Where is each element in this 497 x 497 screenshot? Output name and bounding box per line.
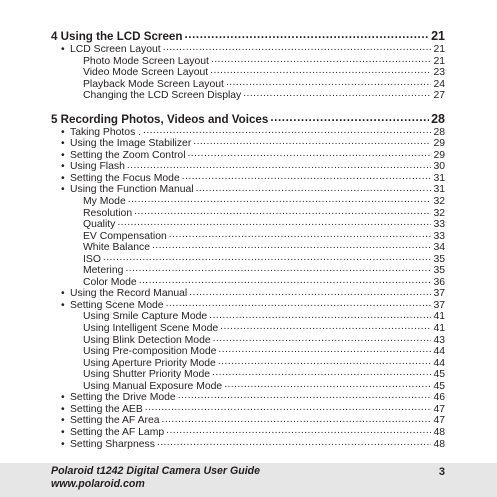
bullet-icon: • <box>61 392 65 404</box>
toc-entry-title <box>83 79 224 91</box>
toc-entry-title <box>83 381 222 393</box>
toc-page-number: 21 <box>431 29 445 43</box>
toc-entry-title <box>83 196 126 208</box>
toc-page-number: 32 <box>433 207 445 219</box>
toc-entry[interactable] <box>51 369 445 381</box>
bullet-icon: • <box>61 126 65 138</box>
toc-entry-title <box>61 404 143 416</box>
toc-entry[interactable] <box>51 404 445 416</box>
footer-url: www.polaroid.com <box>51 478 145 490</box>
toc-entry[interactable] <box>51 415 445 427</box>
toc-entry-title <box>83 231 167 243</box>
toc-page-number: 24 <box>433 78 445 90</box>
dot-leader <box>157 439 432 451</box>
dot-leader <box>213 335 432 347</box>
toc-page-number: 28 <box>433 126 445 138</box>
dot-leader <box>210 67 431 79</box>
toc-entry-title <box>83 335 211 347</box>
toc-page-number: 31 <box>433 184 445 196</box>
toc-entry[interactable] <box>51 242 445 254</box>
toc-page-number: 44 <box>433 346 445 358</box>
toc-entry-title <box>61 150 186 162</box>
toc-page-number: 21 <box>433 55 445 67</box>
toc-page-number: 29 <box>433 149 445 161</box>
dot-leader <box>125 265 431 277</box>
toc-entry-title <box>83 265 123 277</box>
bullet-icon: • <box>61 172 65 184</box>
toc-entry-text: Taking Photos . <box>70 126 142 138</box>
toc-entry-text: Setting the AF Lamp <box>70 426 165 438</box>
dot-leader <box>152 242 431 254</box>
toc-entry-text: Setting the Drive Mode <box>70 392 176 404</box>
dot-leader <box>224 381 431 393</box>
toc-entry-text: Using Blink Detection Mode <box>83 334 211 346</box>
toc-entry-text: Using the Function Manual <box>70 184 194 196</box>
toc-entry-title <box>61 288 187 300</box>
toc-entry-text: Setting Sharpness <box>70 438 155 450</box>
dot-leader <box>169 231 432 243</box>
toc-entry-title <box>83 323 218 335</box>
toc-entry[interactable] <box>51 277 445 289</box>
dot-leader <box>220 323 431 335</box>
toc-entry[interactable] <box>51 265 445 277</box>
dot-leader <box>189 288 431 300</box>
bullet-icon: • <box>61 438 65 450</box>
toc-entry-title <box>61 44 161 56</box>
dot-leader <box>128 196 432 208</box>
toc-page-number: 36 <box>433 276 445 288</box>
toc-entry[interactable] <box>51 56 445 68</box>
toc-page-number: 34 <box>433 242 445 254</box>
toc-entry-text: Setting the Focus Mode <box>70 172 180 184</box>
toc-entry[interactable] <box>51 358 445 370</box>
toc-chapter-entry[interactable] <box>51 29 445 44</box>
toc-entry-title <box>83 242 150 254</box>
toc-page-number: 41 <box>433 311 445 323</box>
toc-entry-title <box>83 90 241 102</box>
toc-entry-title <box>61 138 191 150</box>
toc-entry[interactable] <box>51 150 445 162</box>
toc-entry-text: Using Smile Capture Mode <box>83 311 208 323</box>
toc-entry[interactable] <box>51 208 445 220</box>
footer-guide-title: Polaroid t1242 Digital Camera User Guide <box>51 465 261 477</box>
toc-entry[interactable] <box>51 288 445 300</box>
toc-entry[interactable] <box>51 381 445 393</box>
dot-leader <box>243 90 431 102</box>
toc-entry[interactable] <box>51 173 445 185</box>
dot-leader <box>188 150 432 162</box>
table-of-contents <box>51 29 445 450</box>
toc-entry-text: Setting the Zoom Control <box>70 149 186 161</box>
toc-entry-text: Quality <box>83 219 116 231</box>
toc-page-number: 47 <box>433 403 445 415</box>
toc-entry-title <box>61 161 125 173</box>
toc-page-number: 29 <box>433 138 445 150</box>
toc-gap <box>51 102 445 112</box>
toc-page-number: 30 <box>433 161 445 173</box>
toc-entry-title <box>83 208 132 220</box>
toc-entry-title <box>61 173 180 185</box>
toc-page-number: 27 <box>433 90 445 102</box>
toc-entry-text: Using the Record Manual <box>70 288 188 300</box>
toc-entry[interactable] <box>51 79 445 91</box>
toc-entry-text: EV Compensation <box>83 230 167 242</box>
bullet-icon: • <box>61 184 65 196</box>
toc-entry-text: Using Pre-composition Mode <box>83 346 217 358</box>
toc-entry-text: Metering <box>83 265 124 277</box>
toc-page-number: 35 <box>433 253 445 265</box>
toc-entry-title <box>61 127 141 139</box>
dot-leader <box>143 127 431 139</box>
dot-leader <box>182 173 432 185</box>
bullet-icon: • <box>61 299 65 311</box>
toc-entry-title <box>83 254 101 266</box>
toc-entry-title <box>83 311 207 323</box>
toc-entry-text: LCD Screen Layout <box>70 44 161 55</box>
toc-entry-text: Video Mode Screen Layout <box>83 67 209 79</box>
toc-entry[interactable] <box>51 127 445 139</box>
bullet-icon: • <box>61 426 65 438</box>
toc-entry-title <box>51 29 182 44</box>
toc-page-number: 46 <box>433 392 445 404</box>
dot-leader <box>163 44 432 56</box>
toc-entry[interactable] <box>51 90 445 102</box>
toc-entry-text: 5 Recording Photos, Videos and Voices <box>51 112 269 126</box>
toc-page-number: 45 <box>433 369 445 381</box>
toc-entry[interactable] <box>51 161 445 173</box>
toc-entry-text: Using Flash <box>70 161 125 173</box>
toc-entry-text: Using Intelligent Scene Mode <box>83 323 219 335</box>
toc-page-number: 41 <box>433 323 445 335</box>
toc-entry-title <box>83 358 216 370</box>
toc-page-number: 33 <box>433 230 445 242</box>
toc-entry-text: Setting the AEB <box>70 403 143 415</box>
toc-entry-title <box>51 112 268 127</box>
page-footer <box>0 463 497 497</box>
footer-page-number: 3 <box>438 466 445 478</box>
toc-page-number: 28 <box>431 111 445 126</box>
toc-entry-title <box>83 67 208 79</box>
toc-entry-text: Using Aperture Priority Mode <box>83 357 216 369</box>
toc-entry-title <box>83 56 209 68</box>
bullet-icon: • <box>61 149 65 161</box>
dot-leader <box>162 415 432 427</box>
toc-page-number: 33 <box>433 219 445 231</box>
bullet-icon: • <box>61 415 65 427</box>
toc-entry[interactable] <box>51 392 445 404</box>
toc-entry-title <box>61 184 194 196</box>
dot-leader <box>270 112 429 127</box>
toc-entry-title <box>83 369 210 381</box>
toc-entry[interactable] <box>51 196 445 208</box>
toc-page-number: 31 <box>433 172 445 184</box>
toc-entry-text: Setting the AF Area <box>70 415 160 427</box>
toc-entry-title <box>83 346 216 358</box>
dot-leader <box>218 358 432 370</box>
dot-leader <box>184 29 429 44</box>
toc-chapter-entry[interactable] <box>51 112 445 127</box>
toc-entry-text: Photo Mode Screen Layout <box>83 55 209 67</box>
toc-entry-title <box>61 427 164 439</box>
toc-page-number: 21 <box>433 44 445 55</box>
toc-page-number: 37 <box>433 288 445 300</box>
bullet-icon: • <box>61 403 65 415</box>
toc-entry-text: My Mode <box>83 196 126 208</box>
toc-entry-text: Using Manual Exposure Mode <box>83 380 223 392</box>
toc-entry[interactable] <box>51 231 445 243</box>
bullet-icon: • <box>61 44 65 55</box>
toc-entry-text: White Balance <box>83 242 150 254</box>
dot-leader <box>139 277 432 289</box>
dot-leader <box>178 392 432 404</box>
toc-entry-title <box>61 300 164 312</box>
dot-leader <box>166 427 431 439</box>
toc-entry[interactable] <box>51 346 445 358</box>
toc-entry[interactable] <box>51 138 445 150</box>
dot-leader <box>166 300 432 312</box>
dot-leader <box>196 184 432 196</box>
toc-entry-title <box>61 439 155 451</box>
toc-page-number: 37 <box>433 299 445 311</box>
toc-entry[interactable] <box>51 44 445 56</box>
dot-leader <box>103 254 432 266</box>
toc-entry[interactable] <box>51 254 445 266</box>
toc-entry-text: Resolution <box>83 207 133 219</box>
toc-page-number: 48 <box>433 438 445 450</box>
toc-page-number: 48 <box>433 426 445 438</box>
dot-leader <box>193 138 431 150</box>
toc-entry-text: Using Shutter Priority Mode <box>83 369 211 381</box>
toc-entry-text: ISO <box>83 253 101 265</box>
toc-page-number: 23 <box>433 67 445 79</box>
bullet-icon: • <box>61 288 65 300</box>
toc-entry[interactable] <box>51 184 445 196</box>
toc-entry-text: Setting Scene Mode <box>70 299 164 311</box>
toc-page-number: 43 <box>433 334 445 346</box>
toc-page-number: 45 <box>433 380 445 392</box>
toc-entry-title <box>61 392 176 404</box>
dot-leader <box>211 56 432 68</box>
toc-entry-title <box>83 219 115 231</box>
dot-leader <box>134 208 431 220</box>
toc-page-number: 44 <box>433 357 445 369</box>
bullet-icon: • <box>61 161 65 173</box>
toc-entry-title <box>83 277 137 289</box>
toc-entry[interactable] <box>51 335 445 347</box>
toc-entry-text: Using the Image Stabilizer <box>70 138 192 150</box>
dot-leader <box>226 79 432 91</box>
toc-entry-text: Color Mode <box>83 276 137 288</box>
dot-leader <box>127 161 432 173</box>
toc-page-number: 47 <box>433 415 445 427</box>
toc-entry[interactable] <box>51 427 445 439</box>
dot-leader <box>145 404 432 416</box>
toc-entry-text: Playback Mode Screen Layout <box>83 78 224 90</box>
toc-entry[interactable] <box>51 67 445 79</box>
toc-entry-title <box>61 415 160 427</box>
bullet-icon: • <box>61 138 65 150</box>
toc-entry-text: Changing the LCD Screen Display <box>83 90 242 102</box>
dot-leader <box>117 219 431 231</box>
dot-leader <box>218 346 431 358</box>
dot-leader <box>212 369 431 381</box>
toc-entry[interactable] <box>51 439 445 451</box>
toc-entry[interactable] <box>51 323 445 335</box>
toc-entry-text: 4 Using the LCD Screen <box>51 30 183 43</box>
toc-page-number: 32 <box>433 196 445 208</box>
toc-entry[interactable] <box>51 311 445 323</box>
dot-leader <box>209 311 431 323</box>
toc-entry[interactable] <box>51 219 445 231</box>
toc-page-number: 35 <box>433 265 445 277</box>
toc-entry[interactable] <box>51 300 445 312</box>
